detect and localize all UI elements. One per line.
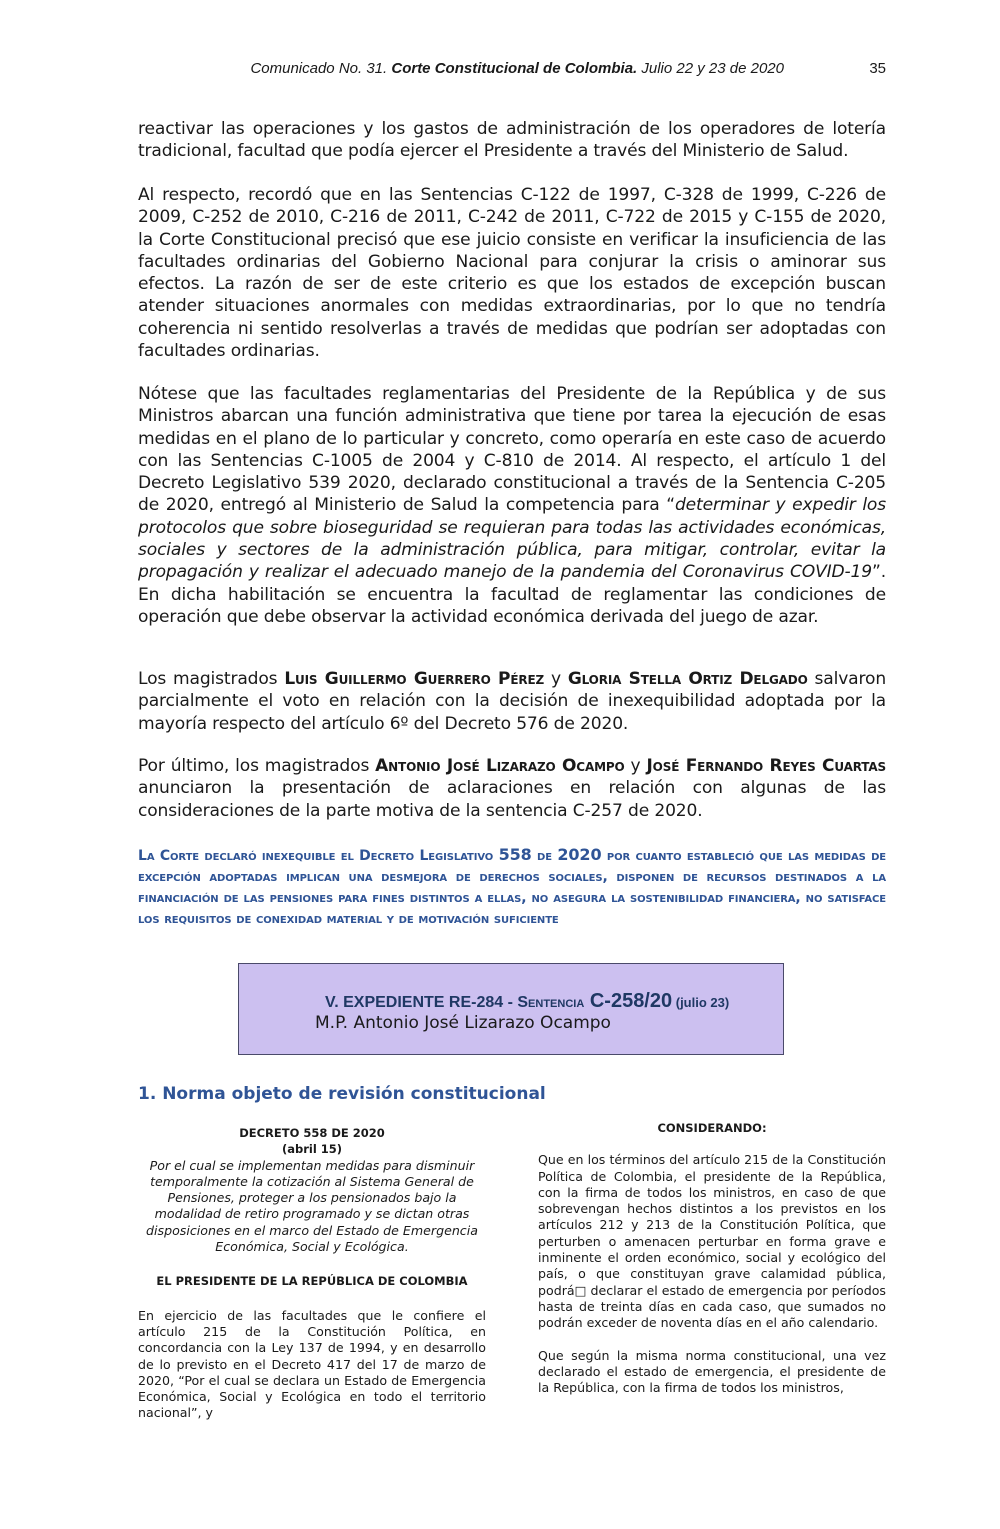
paragraph-5: [138, 755, 886, 822]
case-title: [325, 990, 729, 1013]
considerando-paragraph-1: Que en los términos del artículo 215 de la Constitución Política de Colombia, el presidente de la República, con la firma de todos los ministros, en caso de que sobrevengan hechos distintos a los previstos en los artículos 212 y 213 de la Constitución Política, que perturben o amenacen perturbar en forma grave e inminente el orden económico, social y ecológico del país, o que constituyan grave calamidad pública, podrá□ declarar el estado de emergencia por períodos hasta de treinta días en cada caso, que sumados no podrán exceder de noventa días en el año calendario.: [538, 1152, 886, 1331]
case-magistrate: M.P. Antonio José Lizarazo Ocampo: [315, 1013, 611, 1033]
decree-title: DECRETO 558 DE 2020: [239, 1126, 385, 1140]
paragraph-3-text-b: ”. En dicha habilitación se encuentra la facultad de reglamentar las condiciones de operación que debe observar la actividad económica derivada del juego de azar.: [138, 562, 886, 627]
paragraph-5-and: y: [624, 756, 647, 776]
header-court: Corte Constitucional de Colombia.: [391, 60, 638, 77]
decision-heading-decree-number: 558: [498, 845, 532, 864]
page-number: 35: [869, 60, 886, 77]
paragraph-4: [138, 668, 886, 735]
magistrate-name: José Fernando Reyes Cuartas: [646, 756, 886, 776]
paragraph-4-text-a: Los magistrados: [138, 669, 285, 689]
magistrate-name: Antonio José Lizarazo Ocampo: [375, 756, 625, 776]
paragraph-3-text-a: Nótese que las facultades reglamentarias del Presidente de la República y de sus Ministros abarcan una función administrativa que tiene por tarea la ejecución de esas medidas en el plano de lo particular y concreto, como operaría en este caso de acuerdo con las Sentencias C-1005 de 2004 y C-810 de 2014. Al respecto, el artículo 1 del Decreto Legislativo 539 2020, declarado constitucional a través de la Sentencia C-205 de 2020, entregó al Ministerio de Salud la competencia para “: [138, 384, 886, 516]
decision-heading: [138, 844, 886, 930]
section-title: 1. Norma objeto de revisión constitucional: [138, 1084, 546, 1104]
decree-date: (abril 15): [281, 1142, 343, 1157]
considerando-heading: CONSIDERANDO:: [657, 1121, 767, 1135]
paragraph-4-text-b: salvaron parcialmente el voto en relación con la decisión de inexequibilidad adoptada por la mayoría respecto del artículo 6º del Decreto 576 de 2020.: [138, 669, 887, 734]
case-sentencia-number: C-258/20: [584, 990, 673, 1012]
paragraph-3: [138, 383, 886, 628]
right-column: [538, 1120, 886, 1396]
case-date: (julio 23): [672, 995, 730, 1010]
paragraph-5-text-b: anunciaron la presentación de aclaraciones en relación con algunas de las consideraciones de la parte motiva de la sentencia C-257 de 2020.: [138, 778, 886, 821]
decision-heading-part3: por cuanto estableció que las medidas de excepción adoptadas implican una desmejora de derechos sociales, disponen de recursos destinados a la financiación de las pensiones para fines distintos a ellas, no asegura la sostenibilidad financiera, no satisface los requisitos de conexidad material y de motivación suficiente: [138, 848, 886, 927]
considerando-paragraph-2: Que según la misma norma constitucional, una vez declarado el estado de emergencia, el presidente de la República, con la firma de todos los ministros,: [538, 1347, 886, 1396]
case-sentencia-word: Sentencia: [517, 994, 585, 1011]
header-text: [250, 58, 784, 80]
header-prefix: Comunicado No. 31.: [250, 60, 392, 77]
magistrate-name: Gloria Stella Ortiz Delgado: [567, 669, 808, 689]
left-column: [138, 1125, 486, 1422]
paragraph-1: reactivar las operaciones y los gastos de administración de los operadores de lotería tradicional, facultad que podía ejercer el Presidente a través del Ministerio de Salud.: [138, 119, 886, 162]
paragraph-4-and: y: [544, 669, 568, 689]
case-expediente: V. EXPEDIENTE RE-284 -: [325, 994, 518, 1011]
case-box: [238, 963, 784, 1055]
decision-heading-decree-year: 2020: [557, 845, 602, 864]
page-header: [138, 58, 886, 82]
paragraph-3-quote: determinar y expedir los protocolos que sobre bioseguridad se requieran para todas las actividades económicas, sociales y sectores de la administración pública, para mitigar, controlar, evitar la propagación y realizar el adecuado manejo de la pandemia del Coronavirus COVID-19: [138, 495, 886, 583]
decree-preamble: En ejercicio de las facultades que le confiere el artículo 215 de la Constitución Política, en concordancia con la Ley 137 de 1994, y en desarrollo de lo previsto en el Decreto 417 del 17 de marzo de 2020, “Por el cual se declara un Estado de Emergencia Económica, Social y Ecológica en todo el territorio nacional”, y: [138, 1307, 486, 1421]
paragraph-2: Al respecto, recordó que en las Sentencias C-122 de 1997, C-328 de 1999, C-226 de 2009, C-252 de 2010, C-216 de 2011, C-242 de 2011, C-722 de 2015 y C-155 de 2020, la Corte Constitucional precisó que ese juicio consiste en verificar la insuficiencia de las facultades ordinarias del Gobierno Nacional para conjurar la crisis o aminorar sus efectos. La razón de ser de este criterio es que los estados de excepción buscan atender situaciones anormales con medidas extraordinarias, por lo que no tendría coherencia ni sentido resolverlas a través de medidas que podrían ser adoptadas con facultades ordinarias.: [138, 185, 886, 362]
magistrate-name: Luis Guillermo Guerrero Pérez: [284, 669, 545, 689]
header-date: Julio 22 y 23 de 2020: [637, 60, 784, 77]
president-heading: EL PRESIDENTE DE LA REPÚBLICA DE COLOMBIA: [156, 1274, 468, 1289]
decree-description: Por el cual se implementan medidas para disminuir temporalmente la cotización al Sistema General de Pensiones, proteger a los pensionados bajo la modalidad de retiro programado y se dictan otras disposiciones en el marco del Estado de Emergencia Económica, Social y Ecológica.: [146, 1157, 478, 1255]
paragraph-5-text-a: Por último, los magistrados: [138, 756, 376, 776]
decision-heading-part1: La Corte declaró inexequible el Decreto Legislativo: [138, 848, 499, 864]
decision-heading-part2: de: [531, 848, 558, 864]
